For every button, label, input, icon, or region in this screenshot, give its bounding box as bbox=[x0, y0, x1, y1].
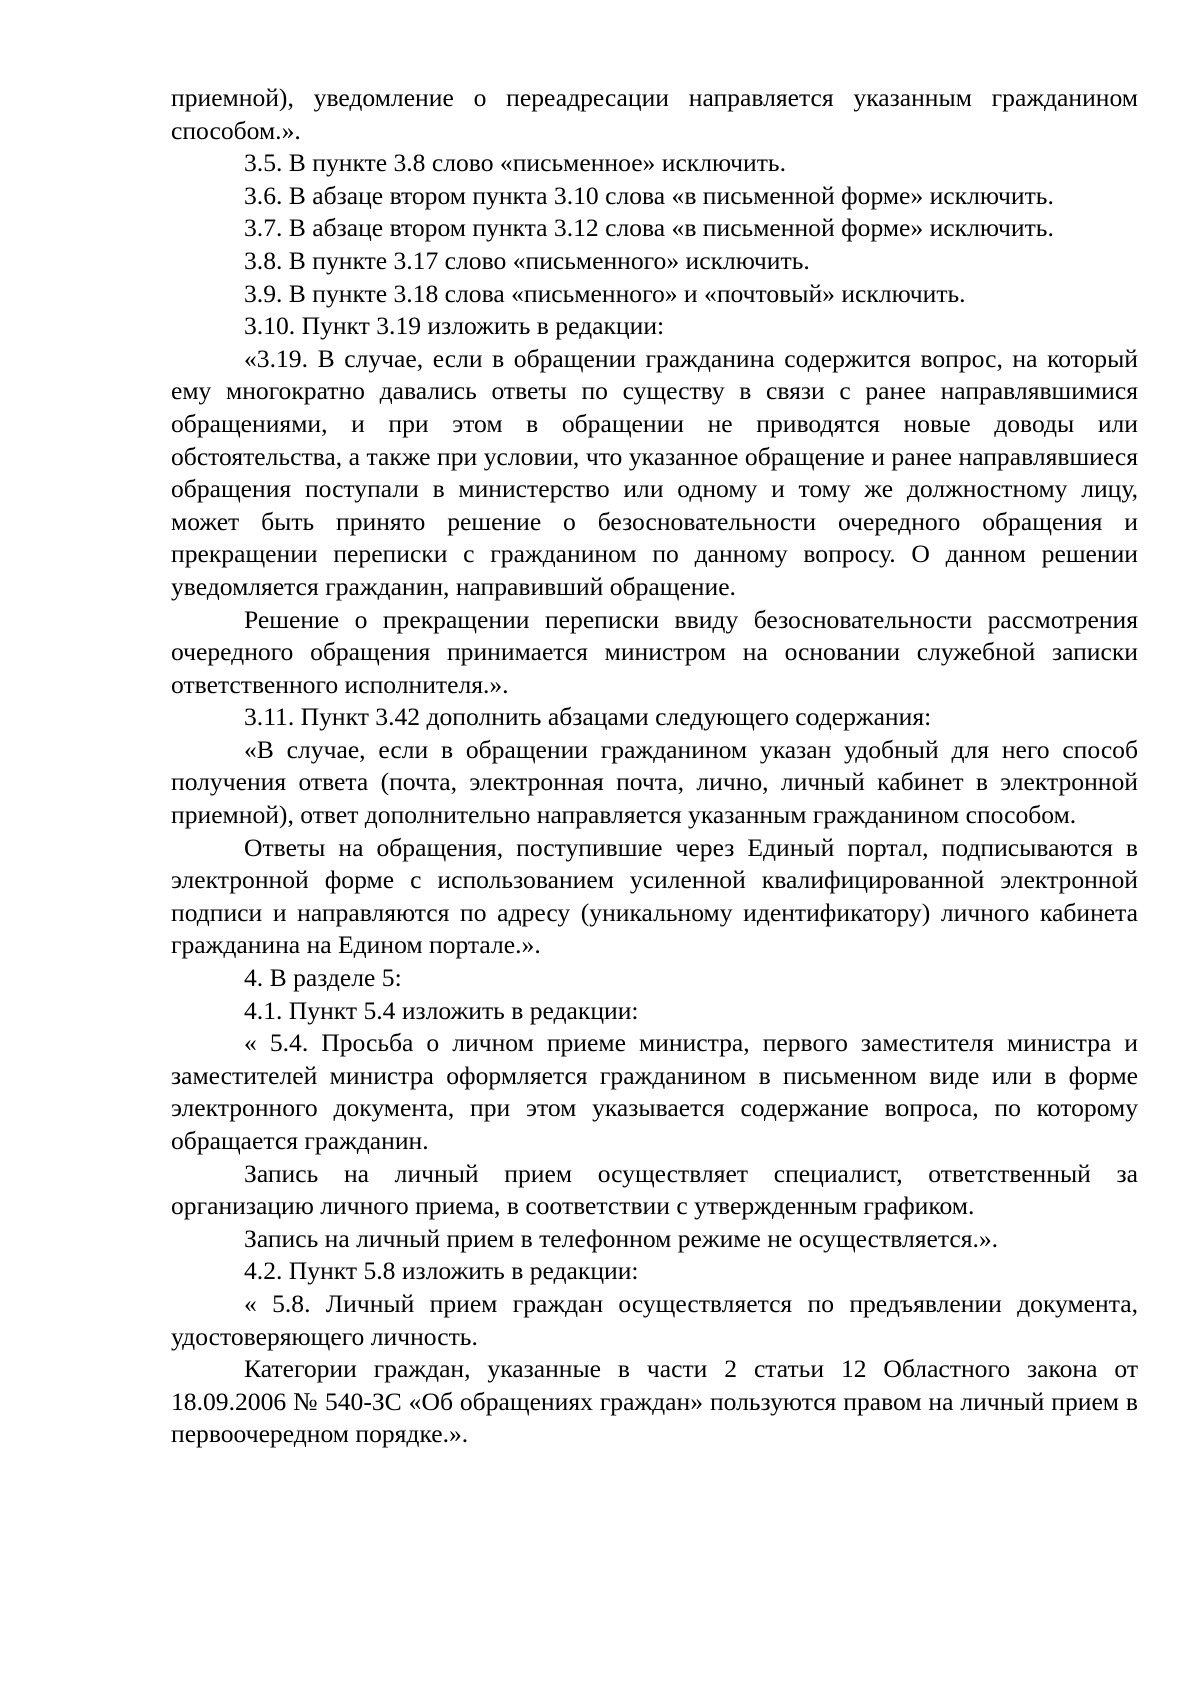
paragraph-item-3-10: 3.10. Пункт 3.19 изложить в редакции: bbox=[244, 311, 665, 341]
paragraph-clause-5-8: « 5.8. Личный прием граждан осуществляется по предъявлении документа, удостоверяющего личность. bbox=[171, 1288, 1138, 1351]
paragraph-item-3-8: 3.8. В пункте 3.17 слово «письменного» исключить. bbox=[244, 245, 810, 275]
paragraph-phone-appointment: Запись на личный прием в телефонном режиме не осуществляется.». bbox=[244, 1223, 999, 1253]
paragraph-decision: Решение о прекращении переписки ввиду безосновательности рассмотрения очередного обращения принимается министром на основании служебной записки ответственного исполнителя.». bbox=[171, 604, 1138, 699]
paragraph-clause-5-4: « 5.4. Просьба о личном приеме министра, первого заместителя министра и заместителей министра оформляется гражданином в письменном виде или в форме электронного документа, при этом указывается содержание вопроса, по которому обращается гражданин. bbox=[171, 1028, 1138, 1155]
paragraph-unified-portal: Ответы на обращения, поступившие через Единый портал, подписываются в электронной форме с использованием усиленной квалифицированной электронной подписи и направляются по адресу (уникальному идентификатору) личного кабинета гражданина на Едином портале.». bbox=[171, 832, 1138, 960]
paragraph-item-3-9: 3.9. В пункте 3.18 слова «письменного» и «почтовый» исключить. bbox=[244, 278, 966, 308]
paragraph-continuation: приемной), уведомление о переадресации направляется указанным гражданином способом.». bbox=[171, 83, 1138, 145]
paragraph-clause-3-19: «3.19. В случае, если в обращении гражданина содержится вопрос, на который ему многократно давались ответы по существу в связи с ранее направлявшимися обращениями, и при этом в обращении не приводятся новые доводы или обстоятельства, а также при условии, что указанное обращение и ранее направлявшиеся обращения поступали в министерство или одному и тому же должностному лицу, может быть принято решение о безосновательности очередного обращения и прекращении переписки с гражданином по данному вопросу. О данном решении уведомляется гражданин, направивший обращение. bbox=[171, 343, 1138, 601]
document-body bbox=[171, 82, 1138, 1451]
paragraph-item-3-7: 3.7. В абзаце втором пункта 3.12 слова «в письменной форме» исключить. bbox=[244, 213, 1054, 243]
paragraph-answer-method: «В случае, если в обращении гражданином указан удобный для него способ получения ответа (почта, электронная почта, лично, личный кабинет в электронной приемной), ответ дополнительно направляется указанным гражданином способом. bbox=[171, 734, 1138, 830]
paragraph-item-4-2: 4.2. Пункт 5.8 изложить в редакции: bbox=[244, 1256, 639, 1286]
paragraph-item-3-5: 3.5. В пункте 3.8 слово «письменное» исключить. bbox=[244, 148, 786, 178]
paragraph-section-4: 4. В разделе 5: bbox=[244, 963, 402, 993]
paragraph-appointment: Запись на личный прием осуществляет специалист, ответственный за организацию личного приема, в соответствии с утвержденным графиком. bbox=[171, 1158, 1138, 1221]
paragraph-item-3-6: 3.6. В абзаце втором пункта 3.10 слова «в письменной форме» исключить. bbox=[244, 180, 1054, 210]
paragraph-categories: Категории граждан, указанные в части 2 статьи 12 Областного закона от 18.09.2006 № 540-ЗС «Об обращениях граждан» пользуются правом на личный прием в первоочередном порядке.». bbox=[171, 1354, 1138, 1449]
paragraph-item-3-11: 3.11. Пункт 3.42 дополнить абзацами следующего содержания: bbox=[244, 702, 932, 732]
paragraph-item-4-1: 4.1. Пункт 5.4 изложить в редакции: bbox=[244, 995, 639, 1025]
